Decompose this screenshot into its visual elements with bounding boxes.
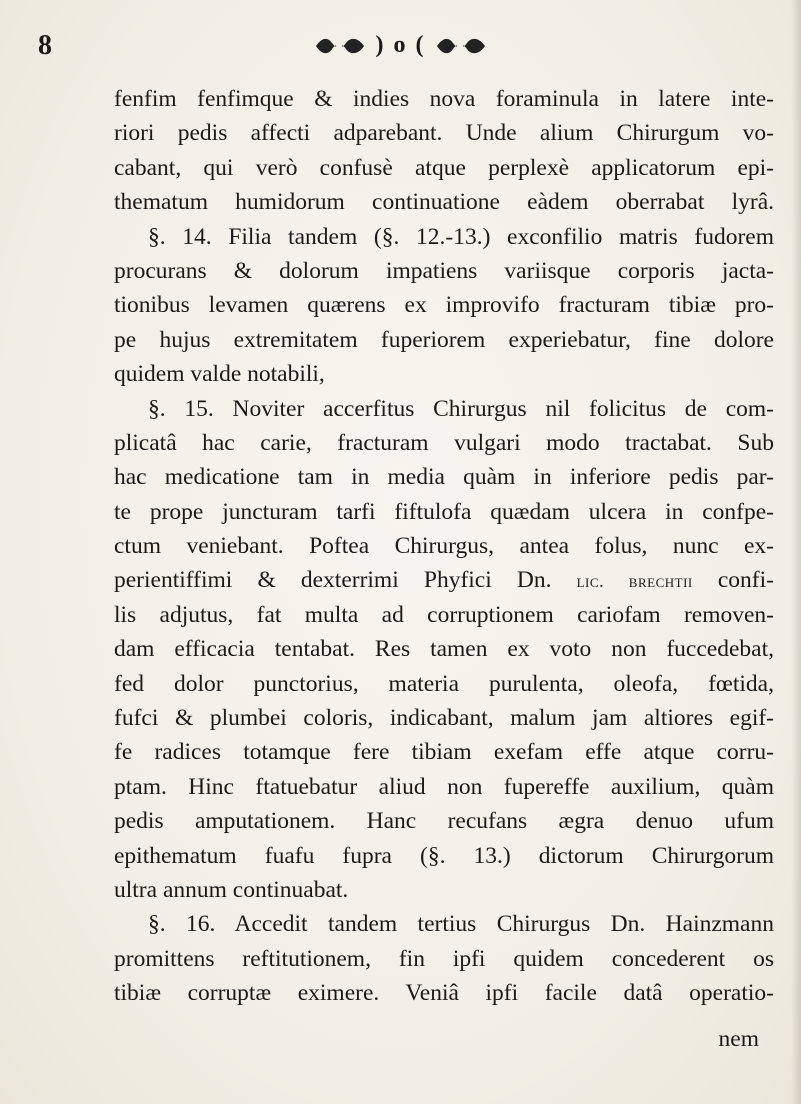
left-ornament-icon bbox=[312, 35, 368, 57]
right-ornament-icon bbox=[433, 35, 489, 57]
text-line: thematum humidorum continuatione eàdem oberrabat lyrâ. bbox=[114, 189, 774, 216]
text-line: tibiæ corruptæ eximere. Veniâ ipfi facile datâ operatio- bbox=[114, 980, 774, 1007]
text-line: fe radices totamque fere tibiam exefam effe atque corru- bbox=[114, 739, 774, 766]
text-line: fenfim fenfimque & indies nova foraminula in latere inte- bbox=[114, 86, 774, 112]
paragraph-15-start: §. 15. Noviter accerfitus Chirurgus nil folicitus de com- bbox=[148, 395, 774, 422]
text-line: ptam. Hinc ftatuebatur aliud non fupereffe auxilium, quàm bbox=[114, 773, 774, 800]
page-header bbox=[0, 30, 801, 70]
text-line: pedis amputationem. Hanc recufans ægra denuo ufum bbox=[114, 808, 774, 835]
text-line: procurans & dolorum impatiens variisque corporis jacta- bbox=[114, 257, 774, 284]
page-number: 8 bbox=[38, 30, 52, 61]
text-fragment: confi- bbox=[717, 567, 774, 594]
text-line: cabant, qui verò confusè atque perplexè applicatorum epi- bbox=[114, 154, 774, 181]
text-line: ultra annum continuabat. bbox=[114, 876, 349, 903]
text-line: tionibus levamen quærens ex improvifo fracturam tibiæ pro- bbox=[114, 292, 774, 319]
text-line: quidem valde notabili, bbox=[114, 361, 325, 388]
text-line: riori pedis affecti adparebant. Unde alium Chirurgum vo- bbox=[114, 120, 774, 147]
text-line: pe hujus extremitatem fuperiorem experiebatur, fine dolore bbox=[114, 326, 774, 353]
running-head bbox=[0, 32, 801, 59]
text-line-with-name bbox=[114, 563, 774, 597]
text-line: te prope juncturam tarfi fiftulofa quædam ulcera in confpe- bbox=[114, 498, 774, 525]
text-line: fed dolor punctorius, materia purulenta, oleofa, fœtida, bbox=[114, 670, 774, 697]
catchword: nem bbox=[718, 1026, 759, 1052]
body-text bbox=[114, 82, 774, 1011]
running-head-text: ) o ( bbox=[375, 32, 426, 58]
text-line: ctum veniebant. Poftea Chirurgus, antea folus, nunc ex- bbox=[114, 533, 774, 560]
page-edge-shadow bbox=[791, 0, 801, 1104]
paragraph-16-start: §. 16. Accedit tandem tertius Chirurgus Dn. Hainzmann bbox=[148, 911, 774, 938]
text-line: fufci & plumbei coloris, indicabant, malum jam altiores egif- bbox=[114, 705, 774, 732]
paragraph-14-start: §. 14. Filia tandem (§. 12.-13.) exconfilio matris fudorem bbox=[148, 223, 774, 250]
text-line: plicatâ hac carie, fracturam vulgari modo tractabat. Sub bbox=[114, 429, 774, 456]
text-line: dam efficacia tentabat. Res tamen ex voto non fuccedebat, bbox=[114, 636, 774, 663]
text-line: lis adjutus, fat multa ad corruptionem cariofam removen- bbox=[114, 601, 774, 628]
text-line: hac medicatione tam in media quàm in inferiore pedis par- bbox=[114, 464, 774, 491]
physician-name: lic. brechtii bbox=[576, 571, 693, 593]
text-line: promittens reftitutionem, fin ipfi quidem concederent os bbox=[114, 945, 774, 972]
text-line: epithematum fuafu fupra (§. 13.) dictorum Chirurgorum bbox=[114, 842, 774, 869]
text-fragment: perientiffimi & dexterrimi Phyfici Dn. bbox=[114, 567, 552, 594]
